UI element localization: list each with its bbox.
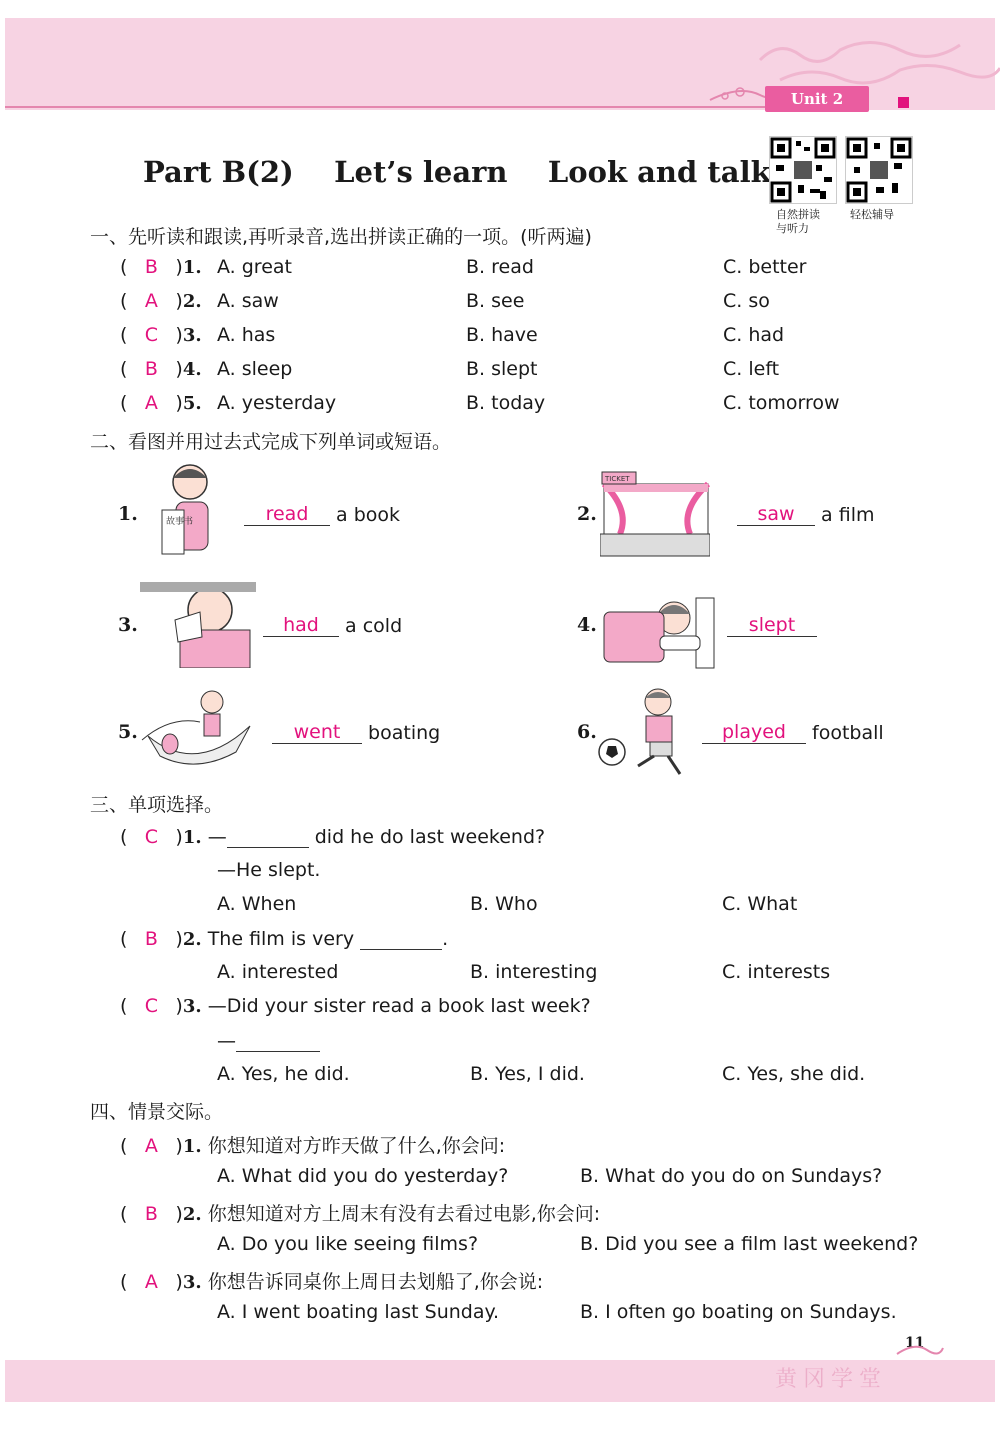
phrase-text: a cold [345, 615, 403, 637]
qr-caption-phonics: 自然拼读 与听力 [776, 208, 820, 235]
answer-mark: C [144, 826, 159, 848]
question-number: 4. [182, 359, 202, 380]
s2-item-answer [272, 721, 440, 744]
phrase-text: a film [821, 504, 875, 526]
option-b[interactable]: B. see [466, 290, 525, 312]
answer-mark: A [144, 290, 158, 312]
option-c[interactable]: C. left [723, 358, 780, 380]
option-a[interactable]: A. saw [217, 290, 279, 312]
answer-blank[interactable]: went [272, 721, 362, 744]
option-b[interactable]: B. have [466, 324, 538, 346]
question-text: 你想知道对方上周末有没有去看过电影,你会问: [207, 1203, 601, 1225]
s4-question-row: ( A )1. 你想知道对方昨天做了什么,你会问: [120, 1135, 506, 1157]
option-c[interactable]: C. so [723, 290, 770, 312]
s3-q3-reply: — [217, 1029, 320, 1052]
boy-boating-image [140, 686, 252, 778]
option-a[interactable]: A. sleep [217, 358, 293, 380]
s3-q1: ( C )1. — did he do last weekend? [120, 826, 546, 848]
question-number: 1. [182, 1136, 202, 1157]
answer-blank[interactable] [360, 927, 442, 950]
unit-tab: Unit 2 [765, 86, 869, 112]
s2-item-answer [702, 721, 884, 744]
answer-blank[interactable] [236, 1029, 320, 1052]
question-text: 你想知道对方昨天做了什么,你会问: [207, 1135, 506, 1157]
unit-square-marker [898, 97, 909, 108]
option-b[interactable]: B. read [466, 256, 534, 278]
answer-mark: B [144, 928, 158, 950]
s2-item-number: 3. [118, 614, 138, 636]
s3-q1-reply: —He slept. [217, 859, 321, 881]
question-number: 5. [182, 393, 202, 414]
qr-caption-tutoring: 轻松辅导 [850, 208, 894, 221]
s2-item-number: 4. [577, 614, 597, 636]
s2-item-number: 1. [118, 503, 138, 525]
boy-playing-football-image [598, 686, 698, 780]
boy-with-cold-image [140, 582, 256, 668]
s2-item-answer [727, 614, 817, 637]
section-3-heading: 三、单项选择。 [90, 794, 224, 816]
question-number: 1. [182, 257, 202, 278]
answer-mark: B [144, 1203, 158, 1225]
s2-item-answer [737, 503, 874, 526]
boy-reading-book-image [158, 460, 220, 565]
cinema-stage-image [600, 470, 710, 558]
answer-blank[interactable] [227, 825, 309, 848]
footer-logo: 黄冈学堂 [775, 1367, 888, 1392]
phrase-text: boating [368, 722, 441, 744]
s3-q2-option-b[interactable]: B. interesting [470, 961, 598, 983]
s1-question-row: ( C )3. [120, 324, 202, 346]
qr-code-phonics-icon[interactable] [769, 136, 837, 204]
s3-q1-option-c[interactable]: C. What [722, 893, 798, 915]
s3-q3: ( C )3. —Did your sister read a book last week? [120, 995, 591, 1017]
answer-blank[interactable]: had [263, 614, 339, 637]
page-swirl-icon [895, 1338, 945, 1360]
option-b[interactable]: B. I often go boating on Sundays. [580, 1301, 897, 1323]
question-number: 3. [182, 1272, 202, 1293]
book-label: 故事书 [166, 517, 194, 527]
s1-question-row: ( A )2. [120, 290, 202, 312]
s3-q3-option-a[interactable]: A. Yes, he did. [217, 1063, 350, 1085]
answer-mark: A [144, 392, 158, 414]
question-number: 2. [182, 291, 202, 312]
option-b[interactable]: B. Did you see a film last weekend? [580, 1233, 919, 1255]
option-c[interactable]: C. tomorrow [723, 392, 840, 414]
option-b[interactable]: B. today [466, 392, 546, 414]
section-4-heading: 四、情景交际。 [90, 1101, 224, 1123]
s2-item-answer [244, 503, 400, 526]
s4-question-row: ( A )3. 你想告诉同桌你上周日去划船了,你会说: [120, 1271, 544, 1293]
s4-question-row: ( B )2. 你想知道对方上周末有没有去看过电影,你会问: [120, 1203, 601, 1225]
question-number: 2. [182, 1204, 202, 1225]
answer-mark: B [144, 256, 158, 278]
svg-text:TICKET: TICKET [605, 475, 630, 483]
s2-item-number: 5. [118, 721, 138, 743]
option-a[interactable]: A. I went boating last Sunday. [217, 1301, 500, 1323]
s2-item-answer [263, 614, 402, 637]
qr-code-tutoring-icon[interactable] [845, 136, 913, 204]
header-rule [5, 106, 765, 108]
s1-question-row: ( A )5. [120, 392, 202, 414]
s3-q3-option-c[interactable]: C. Yes, she did. [722, 1063, 866, 1085]
answer-mark: C [144, 324, 159, 346]
answer-blank[interactable]: read [244, 503, 330, 526]
phrase-text: football [812, 722, 884, 744]
s1-question-row: ( B )4. [120, 358, 202, 380]
phrase-text: a book [336, 504, 401, 526]
answer-mark: B [144, 358, 158, 380]
answer-blank[interactable]: played [702, 721, 806, 744]
option-c[interactable]: C. had [723, 324, 785, 346]
s3-q2-option-a[interactable]: A. interested [217, 961, 339, 983]
s3-q1-option-b[interactable]: B. Who [470, 893, 538, 915]
option-a[interactable]: A. has [217, 324, 276, 346]
section-2-heading: 二、看图并用过去式完成下列单词或短语。 [90, 431, 452, 453]
option-a[interactable]: A. yesterday [217, 392, 337, 414]
s1-question-row: ( B )1. [120, 256, 202, 278]
option-a[interactable]: A. Do you like seeing films? [217, 1233, 479, 1255]
answer-mark: C [144, 995, 159, 1017]
option-a[interactable]: A. What did you do yesterday? [217, 1165, 509, 1187]
question-text: 你想告诉同桌你上周日去划船了,你会说: [207, 1271, 544, 1293]
section-1-heading: 一、先听读和跟读,再听录音,选出拼读正确的一项。(听两遍) [90, 226, 592, 248]
s2-item-number: 2. [577, 503, 597, 525]
answer-blank[interactable]: slept [727, 614, 817, 637]
answer-mark: A [144, 1271, 158, 1293]
s2-item-number: 6. [577, 721, 597, 743]
s3-q3-option-b[interactable]: B. Yes, I did. [470, 1063, 585, 1085]
option-a[interactable]: A. great [217, 256, 292, 278]
answer-blank[interactable]: saw [737, 503, 815, 526]
option-b[interactable]: B. What do you do on Sundays? [580, 1165, 883, 1187]
option-c[interactable]: C. better [723, 256, 807, 278]
s3-q2: ( B )2. The film is very . [120, 928, 449, 950]
option-b[interactable]: B. slept [466, 358, 538, 380]
girl-sleeping-image [600, 578, 718, 670]
answer-mark: A [144, 1135, 158, 1157]
page-number: 11 [905, 1335, 925, 1351]
s3-q1-option-a[interactable]: A. When [217, 893, 297, 915]
page-title: Part B(2) Let’s learn Look and talk [143, 155, 771, 189]
question-number: 3. [182, 325, 202, 346]
s3-q2-option-c[interactable]: C. interests [722, 961, 831, 983]
